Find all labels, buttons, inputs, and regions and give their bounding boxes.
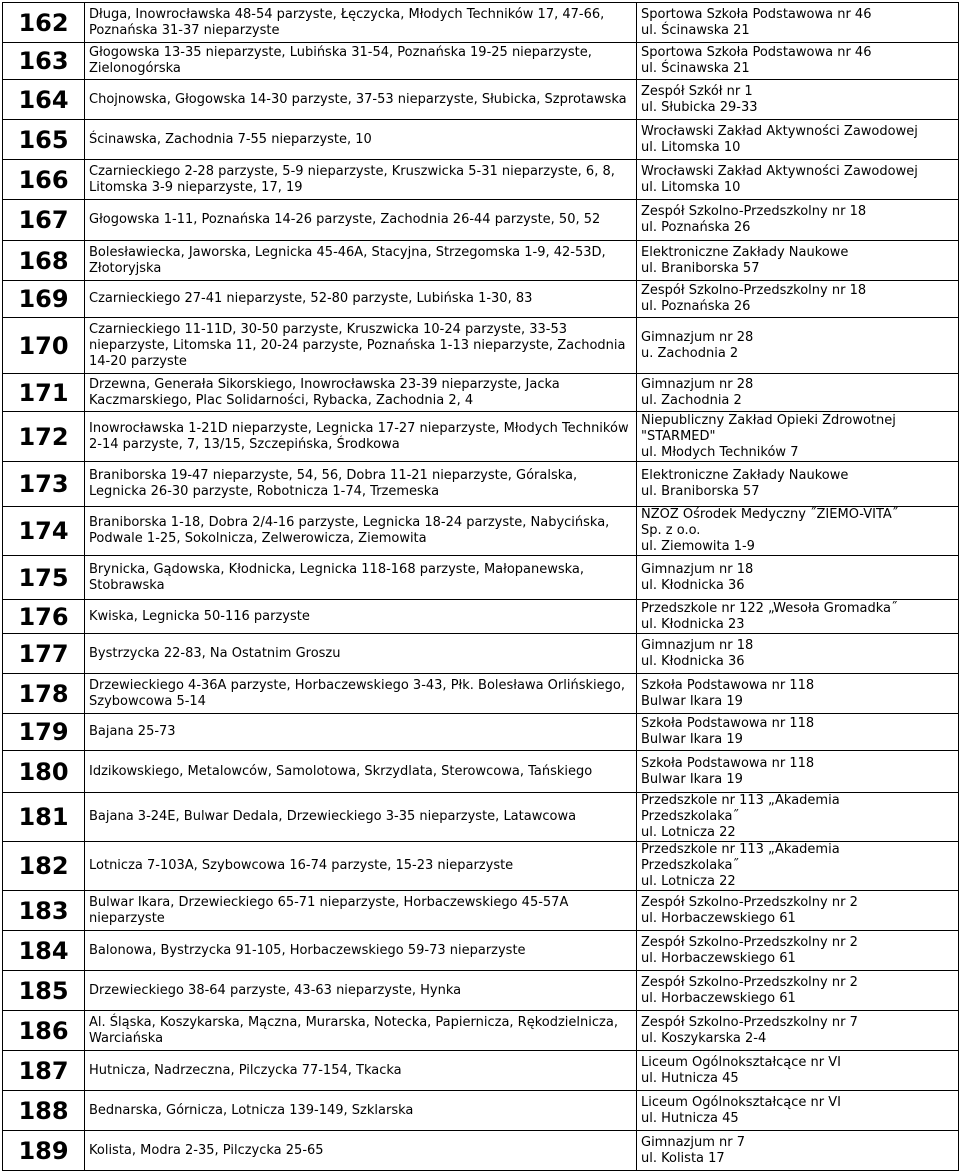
district-streets: Drzewieckiego 4-36A parzyste, Horbaczewskiego 3-43, Płk. Bolesława Orlińskiego, Szybowcowa 5-14 bbox=[85, 674, 637, 714]
table-row bbox=[3, 1051, 959, 1091]
polling-place bbox=[637, 1011, 959, 1051]
district-streets: Braniborska 1-18, Dobra 2/4-16 parzyste, Legnicka 18-24 parzyste, Nabycińska, Podwale 1-25, Sokolnicza, Zelwerowicza, Ziemowita bbox=[85, 507, 637, 556]
district-number: 168 bbox=[3, 241, 85, 281]
polling-place-line: Liceum Ogólnokształcące nr VI bbox=[641, 1054, 841, 1070]
polling-place bbox=[637, 1091, 959, 1131]
table-row bbox=[3, 281, 959, 318]
polling-place-line: ul. Poznańska 26 bbox=[641, 220, 751, 235]
district-streets: Czarnieckiego 11-11D, 30-50 parzyste, Kruszwicka 10-24 parzyste, 33-53 nieparzyste, Litomska 11, 20-24 parzyste, Poznańska 1-13 nieparzyste, Zachodnia 14-20 parzyste bbox=[85, 318, 637, 374]
polling-place-line: Gimnazjum nr 7 bbox=[641, 1134, 746, 1150]
polling-place-line: Szkoła Podstawowa nr 118 bbox=[641, 716, 815, 731]
polling-place-line: Liceum Ogólnokształcące nr VI bbox=[641, 1094, 841, 1110]
polling-place-line: NZOZ Ośrodek Medyczny ˝ZIEMO-VITA˝ bbox=[641, 507, 899, 522]
polling-place bbox=[637, 931, 959, 971]
district-number: 185 bbox=[3, 971, 85, 1011]
table-row bbox=[3, 891, 959, 931]
polling-place bbox=[637, 160, 959, 200]
table-row bbox=[3, 412, 959, 462]
polling-place-line: ul. Horbaczewskiego 61 bbox=[641, 950, 796, 966]
polling-place-line: Szkoła Podstawowa nr 118 bbox=[641, 677, 815, 693]
polling-place-line: Przedszkole nr 113 „Akademia bbox=[641, 842, 840, 857]
district-streets: Inowrocławska 1-21D nieparzyste, Legnicka 17-27 nieparzyste, Młodych Techników 2-14 parzyste, 7, 13/15, Szczepińska, Środkowa bbox=[85, 412, 637, 462]
polling-place-line: ul. Poznańska 26 bbox=[641, 299, 751, 314]
polling-place bbox=[637, 3, 959, 43]
district-number: 171 bbox=[3, 374, 85, 412]
polling-place-line: Sportowa Szkoła Podstawowa nr 46 bbox=[641, 6, 872, 22]
table-row bbox=[3, 971, 959, 1011]
district-streets: Drzewieckiego 38-64 parzyste, 43-63 nieparzyste, Hynka bbox=[85, 971, 637, 1011]
table-row bbox=[3, 674, 959, 714]
polling-place-line: Zespół Szkół nr 1 bbox=[641, 83, 753, 99]
polling-place-line: Zespół Szkolno-Przedszkolny nr 7 bbox=[641, 1014, 858, 1030]
district-number: 183 bbox=[3, 891, 85, 931]
polling-place-line: ul. Słubicka 29-33 bbox=[641, 99, 758, 115]
district-streets: Bulwar Ikara, Drzewieckiego 65-71 nieparzyste, Horbaczewskiego 45-57A nieparzyste bbox=[85, 891, 637, 931]
district-number: 181 bbox=[3, 793, 85, 842]
district-number: 164 bbox=[3, 80, 85, 120]
polling-place-line: Wrocławski Zakład Aktywności Zawodowej bbox=[641, 123, 918, 139]
polling-place-line: Niepubliczny Zakład Opieki Zdrowotnej bbox=[641, 412, 896, 428]
district-number: 166 bbox=[3, 160, 85, 200]
polling-place bbox=[637, 507, 959, 556]
table-row bbox=[3, 120, 959, 160]
table-row bbox=[3, 600, 959, 634]
table-row bbox=[3, 751, 959, 793]
polling-place-line: ul. Hutnicza 45 bbox=[641, 1070, 739, 1086]
polling-place-line: ul. Zachodnia 2 bbox=[641, 392, 742, 408]
polling-place-line: Gimnazjum nr 28 bbox=[641, 376, 754, 392]
district-streets: Głogowska 1-11, Poznańska 14-26 parzyste, Zachodnia 26-44 parzyste, 50, 52 bbox=[85, 200, 637, 241]
district-streets: Bystrzycka 22-83, Na Ostatnim Groszu bbox=[85, 634, 637, 674]
polling-place-line: ul. Kłodnicka 23 bbox=[641, 616, 745, 632]
polling-place-line: ul. Kłodnicka 36 bbox=[641, 653, 745, 669]
polling-place bbox=[637, 842, 959, 891]
polling-place bbox=[637, 374, 959, 412]
table-row bbox=[3, 374, 959, 412]
table-row bbox=[3, 1131, 959, 1171]
district-number: 167 bbox=[3, 200, 85, 241]
polling-place bbox=[637, 600, 959, 634]
polling-place-line: Wrocławski Zakład Aktywności Zawodowej bbox=[641, 163, 918, 179]
polling-place-line: ul. Kłodnicka 36 bbox=[641, 577, 745, 593]
polling-place-line: Przedszkolaka˝ bbox=[641, 809, 739, 824]
district-number: 173 bbox=[3, 462, 85, 507]
district-number: 169 bbox=[3, 281, 85, 318]
polling-place-line: Przedszkole nr 122 „Wesoła Gromadka˝ bbox=[641, 600, 898, 616]
polling-place-line: Zespół Szkolno-Przedszkolny nr 18 bbox=[641, 283, 867, 298]
polling-place bbox=[637, 43, 959, 80]
table-row bbox=[3, 241, 959, 281]
polling-place-line: ul. Hutnicza 45 bbox=[641, 1110, 739, 1126]
district-streets: Czarnieckiego 27-41 nieparzyste, 52-80 parzyste, Lubińska 1-30, 83 bbox=[85, 281, 637, 318]
polling-place bbox=[637, 318, 959, 374]
polling-place-line: Elektroniczne Zakłady Naukowe bbox=[641, 244, 849, 260]
table-row bbox=[3, 80, 959, 120]
table-row bbox=[3, 793, 959, 842]
polling-place-line: Przedszkole nr 113 „Akademia bbox=[641, 793, 840, 808]
polling-place bbox=[637, 1051, 959, 1091]
polling-place-line: Gimnazjum nr 28 bbox=[641, 329, 754, 345]
polling-place bbox=[637, 556, 959, 600]
polling-place-line: Gimnazjum nr 18 bbox=[641, 637, 754, 653]
district-streets: Brynicka, Gądowska, Kłodnicka, Legnicka 118-168 parzyste, Małopanewska, Stobrawska bbox=[85, 556, 637, 600]
district-streets: Hutnicza, Nadrzeczna, Pilczycka 77-154, Tkacka bbox=[85, 1051, 637, 1091]
polling-place-line: ul. Koszykarska 2-4 bbox=[641, 1030, 767, 1046]
polling-place bbox=[637, 80, 959, 120]
table-row bbox=[3, 160, 959, 200]
district-streets: Głogowska 13-35 nieparzyste, Lubińska 31-54, Poznańska 19-25 nieparzyste, Zielonogórska bbox=[85, 43, 637, 80]
district-streets: Bolesławiecka, Jaworska, Legnicka 45-46A, Stacyjna, Strzegomska 1-9, 42-53D, Złotoryjska bbox=[85, 241, 637, 281]
district-number: 175 bbox=[3, 556, 85, 600]
table-row bbox=[3, 507, 959, 556]
district-table bbox=[2, 2, 959, 1171]
polling-place bbox=[637, 120, 959, 160]
district-streets: Czarnieckiego 2-28 parzyste, 5-9 nieparzyste, Kruszwicka 5-31 nieparzyste, 6, 8, Litomska 3-9 nieparzyste, 17, 19 bbox=[85, 160, 637, 200]
polling-place bbox=[637, 200, 959, 241]
district-streets: Braniborska 19-47 nieparzyste, 54, 56, Dobra 11-21 nieparzyste, Góralska, Legnicka 26-30 parzyste, Robotnicza 1-74, Trzemeska bbox=[85, 462, 637, 507]
polling-place-line: ul. Braniborska 57 bbox=[641, 260, 760, 276]
polling-place-line: ul. Ścinawska 21 bbox=[641, 22, 750, 38]
polling-place bbox=[637, 714, 959, 751]
polling-place-line: Sp. z o.o. bbox=[641, 523, 701, 538]
district-rows bbox=[3, 3, 959, 1171]
table-row bbox=[3, 714, 959, 751]
district-number: 163 bbox=[3, 43, 85, 80]
district-number: 186 bbox=[3, 1011, 85, 1051]
district-number: 184 bbox=[3, 931, 85, 971]
district-number: 172 bbox=[3, 412, 85, 462]
district-number: 189 bbox=[3, 1131, 85, 1171]
district-number: 188 bbox=[3, 1091, 85, 1131]
district-streets: Bajana 25-73 bbox=[85, 714, 637, 751]
polling-place bbox=[637, 634, 959, 674]
polling-place-line: "STARMED" bbox=[641, 428, 716, 444]
polling-place-line: Sportowa Szkoła Podstawowa nr 46 bbox=[641, 45, 872, 60]
polling-place bbox=[637, 412, 959, 462]
polling-place-line: ul. Lotnicza 22 bbox=[641, 874, 736, 889]
polling-place bbox=[637, 462, 959, 507]
polling-place-line: Zespół Szkolno-Przedszkolny nr 2 bbox=[641, 974, 858, 990]
polling-place-line: Bulwar Ikara 19 bbox=[641, 732, 743, 747]
district-streets: Drzewna, Generała Sikorskiego, Inowrocławska 23-39 nieparzyste, Jacka Kaczmarskiego, Plac Solidarności, Rybacka, Zachodnia 2, 4 bbox=[85, 374, 637, 412]
district-number: 165 bbox=[3, 120, 85, 160]
district-streets: Ścinawska, Zachodnia 7-55 nieparzyste, 10 bbox=[85, 120, 637, 160]
polling-place-line: Zespół Szkolno-Przedszkolny nr 18 bbox=[641, 204, 867, 219]
district-number: 176 bbox=[3, 600, 85, 634]
table-row bbox=[3, 634, 959, 674]
table-row bbox=[3, 556, 959, 600]
polling-place-line: ul. Młodych Techników 7 bbox=[641, 444, 799, 460]
district-number: 162 bbox=[3, 3, 85, 43]
polling-place-line: ul. Lotnicza 22 bbox=[641, 825, 736, 840]
polling-place-line: ul. Kolista 17 bbox=[641, 1150, 725, 1166]
district-number: 182 bbox=[3, 842, 85, 891]
polling-place bbox=[637, 751, 959, 793]
district-streets: Balonowa, Bystrzycka 91-105, Horbaczewskiego 59-73 nieparzyste bbox=[85, 931, 637, 971]
polling-place bbox=[637, 241, 959, 281]
district-streets: Lotnicza 7-103A, Szybowcowa 16-74 parzyste, 15-23 nieparzyste bbox=[85, 842, 637, 891]
district-number: 179 bbox=[3, 714, 85, 751]
district-streets: Bednarska, Górnicza, Lotnicza 139-149, Szklarska bbox=[85, 1091, 637, 1131]
polling-place-line: ul. Horbaczewskiego 61 bbox=[641, 910, 796, 926]
polling-place-line: ul. Braniborska 57 bbox=[641, 484, 760, 499]
district-number: 180 bbox=[3, 751, 85, 793]
polling-place-line: Gimnazjum nr 18 bbox=[641, 561, 754, 577]
district-streets: Chojnowska, Głogowska 14-30 parzyste, 37-53 nieparzyste, Słubicka, Szprotawska bbox=[85, 80, 637, 120]
district-number: 178 bbox=[3, 674, 85, 714]
polling-place-line: Elektroniczne Zakłady Naukowe bbox=[641, 468, 849, 483]
table-row bbox=[3, 931, 959, 971]
polling-place bbox=[637, 971, 959, 1011]
table-row bbox=[3, 462, 959, 507]
table-row bbox=[3, 318, 959, 374]
district-streets: Kwiska, Legnicka 50-116 parzyste bbox=[85, 600, 637, 634]
district-streets: Kolista, Modra 2-35, Pilczycka 25-65 bbox=[85, 1131, 637, 1171]
polling-place-line: ul. Horbaczewskiego 61 bbox=[641, 990, 796, 1006]
polling-place-line: ul. Litomska 10 bbox=[641, 179, 741, 195]
polling-place-line: Szkoła Podstawowa nr 118 bbox=[641, 755, 815, 771]
table-row bbox=[3, 1011, 959, 1051]
district-streets: Długa, Inowrocławska 48-54 parzyste, Łęczycka, Młodych Techników 17, 47-66, Poznańska 31-37 nieparzyste bbox=[85, 3, 637, 43]
district-number: 177 bbox=[3, 634, 85, 674]
polling-place-line: ul. Litomska 10 bbox=[641, 139, 741, 155]
district-number: 174 bbox=[3, 507, 85, 556]
district-streets: Idzikowskiego, Metalowców, Samolotowa, Skrzydlata, Sterowcowa, Tańskiego bbox=[85, 751, 637, 793]
table-row bbox=[3, 43, 959, 80]
polling-place-line: u. Zachodnia 2 bbox=[641, 345, 739, 361]
district-number: 170 bbox=[3, 318, 85, 374]
polling-place bbox=[637, 674, 959, 714]
polling-place bbox=[637, 891, 959, 931]
polling-place-line: Zespół Szkolno-Przedszkolny nr 2 bbox=[641, 894, 858, 910]
district-streets: Al. Śląska, Koszykarska, Mączna, Murarska, Notecka, Papiernicza, Rękodzielnicza, Warciańska bbox=[85, 1011, 637, 1051]
polling-place-line: Zespół Szkolno-Przedszkolny nr 2 bbox=[641, 934, 858, 950]
polling-place bbox=[637, 793, 959, 842]
table-row bbox=[3, 1091, 959, 1131]
table-row bbox=[3, 200, 959, 241]
polling-place-line: ul. Ziemowita 1-9 bbox=[641, 539, 755, 554]
district-number: 187 bbox=[3, 1051, 85, 1091]
polling-place-line: Przedszkolaka˝ bbox=[641, 858, 739, 873]
table-row bbox=[3, 842, 959, 891]
polling-place-line: Bulwar Ikara 19 bbox=[641, 771, 743, 787]
polling-place-line: ul. Ścinawska 21 bbox=[641, 61, 750, 76]
district-streets: Bajana 3-24E, Bulwar Dedala, Drzewieckiego 3-35 nieparzyste, Latawcowa bbox=[85, 793, 637, 842]
polling-place bbox=[637, 281, 959, 318]
polling-place-line: Bulwar Ikara 19 bbox=[641, 693, 743, 709]
table-row bbox=[3, 3, 959, 43]
polling-place bbox=[637, 1131, 959, 1171]
